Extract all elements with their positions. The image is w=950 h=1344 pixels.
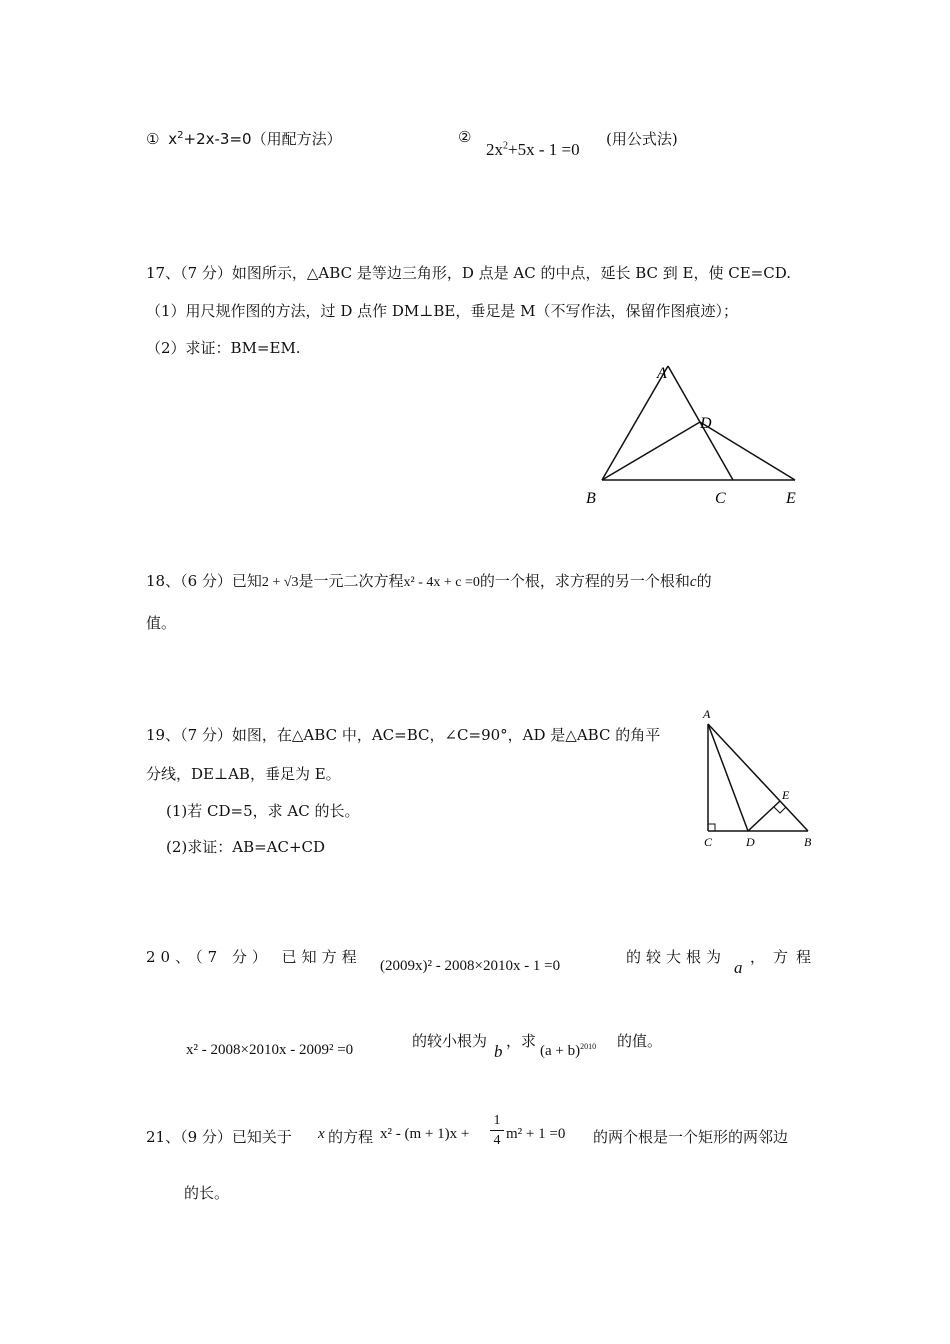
q20-equation1: (2009x)² - 2008×2010x - 1 =0 — [380, 958, 561, 974]
q21-equation-part2: m² + 1 =0 — [506, 1126, 566, 1142]
q19-part2: (2)求证：AB=AC+CD — [166, 838, 326, 856]
q20-expression: $(a + b)^{2010}$ — [540, 1042, 597, 1059]
q19-part1: (1)若 CD=5，求 AC 的长。 — [166, 802, 360, 820]
q20-var-b: b — [494, 1042, 503, 1061]
q18-prefix: 18、（6 分）已知 — [146, 572, 262, 590]
q19-label-a: A — [703, 707, 711, 721]
q19-line2: 分线，DE⊥AB，垂足为 E。 — [146, 765, 341, 783]
q20-mid1: 的较大根为 — [626, 948, 727, 966]
q18-mid: 是一元二次方程 — [298, 572, 404, 590]
q20-mid4: ，求 — [506, 1032, 537, 1050]
q21-suffix: 的两个根是一个矩形的两邻边 — [593, 1128, 789, 1146]
q19-label-c: C — [704, 835, 713, 849]
q21-line2: 的长。 — [184, 1184, 230, 1202]
q16-part1-equation: $x^2+2x-3=0$ — [168, 130, 252, 148]
q19-label-e: E — [782, 788, 790, 802]
q20-mid2: ，方程 — [750, 948, 820, 966]
q17-part1: （1）用尺规作图的方法，过 D 点作 DM⊥BE，垂足是 M（不写作法，保留作图痕迹）； — [146, 302, 738, 320]
q21-prefix: 21、（9 分）已知关于 — [146, 1128, 292, 1146]
q17-label-e: E — [786, 490, 796, 507]
q18-root: 2 + √3 — [261, 575, 299, 590]
q21-var-x: x — [318, 1126, 325, 1142]
q21-equation-part1: x² - (m + 1)x + — [380, 1126, 470, 1142]
q18-equation: x² - 4x + c =0 — [403, 575, 480, 590]
q16-part1-method: （用配方法） — [251, 130, 342, 148]
q18-suffix2: 的 — [696, 572, 712, 590]
q17-triangle-figure — [580, 360, 810, 510]
q19-line1: 19、（7 分）如图，在△ABC 中，AC=BC，∠C=90°，AD 是△ABC 的角平 — [146, 726, 661, 744]
q17-label-c: C — [715, 490, 726, 507]
q16-part1-number: ① — [146, 130, 160, 148]
q17-label-d: D — [700, 415, 712, 432]
q18-suffix: 的一个根，求方程的另一个根和 — [479, 572, 690, 590]
q21-fraction-denominator: 4 — [493, 1133, 501, 1148]
q17-header: 17、（7 分）如图所示，△ABC 是等边三角形，D 点是 AC 的中点，延长 BC 到 E，使 CE=CD. — [146, 264, 791, 282]
q20-prefix: 20、（7 分） 已知方程 — [146, 948, 362, 966]
q20-mid3: 的较小根为 — [412, 1032, 488, 1050]
q17-label-a: A — [657, 365, 667, 382]
q18-line1 — [146, 570, 712, 591]
q20-equation2: x² - 2008×2010x - 2009² =0 — [186, 1042, 354, 1058]
q19-label-d: D — [746, 835, 755, 849]
q16-part2-equation: $2x^2+5x - 1 =0$ — [486, 140, 580, 159]
q21-fraction — [490, 1112, 504, 1151]
q20-var-a: a — [734, 958, 743, 977]
q17-part2: （2）求证：BM=EM. — [146, 339, 301, 357]
q18-var-c: c — [689, 574, 697, 590]
q21-fraction-numerator: 1 — [493, 1113, 501, 1128]
q16-part2-method: (用公式法) — [606, 130, 678, 148]
q19-label-b: B — [804, 835, 812, 849]
q20-suffix: 的值。 — [617, 1032, 663, 1050]
q16-part1 — [146, 128, 342, 149]
q21-mid: 的方程 — [328, 1128, 374, 1146]
q17-label-b: B — [586, 490, 596, 507]
q16-part2-number: ② — [458, 128, 472, 146]
q19-triangle-figure — [698, 704, 822, 854]
q18-line2: 值。 — [146, 614, 177, 632]
